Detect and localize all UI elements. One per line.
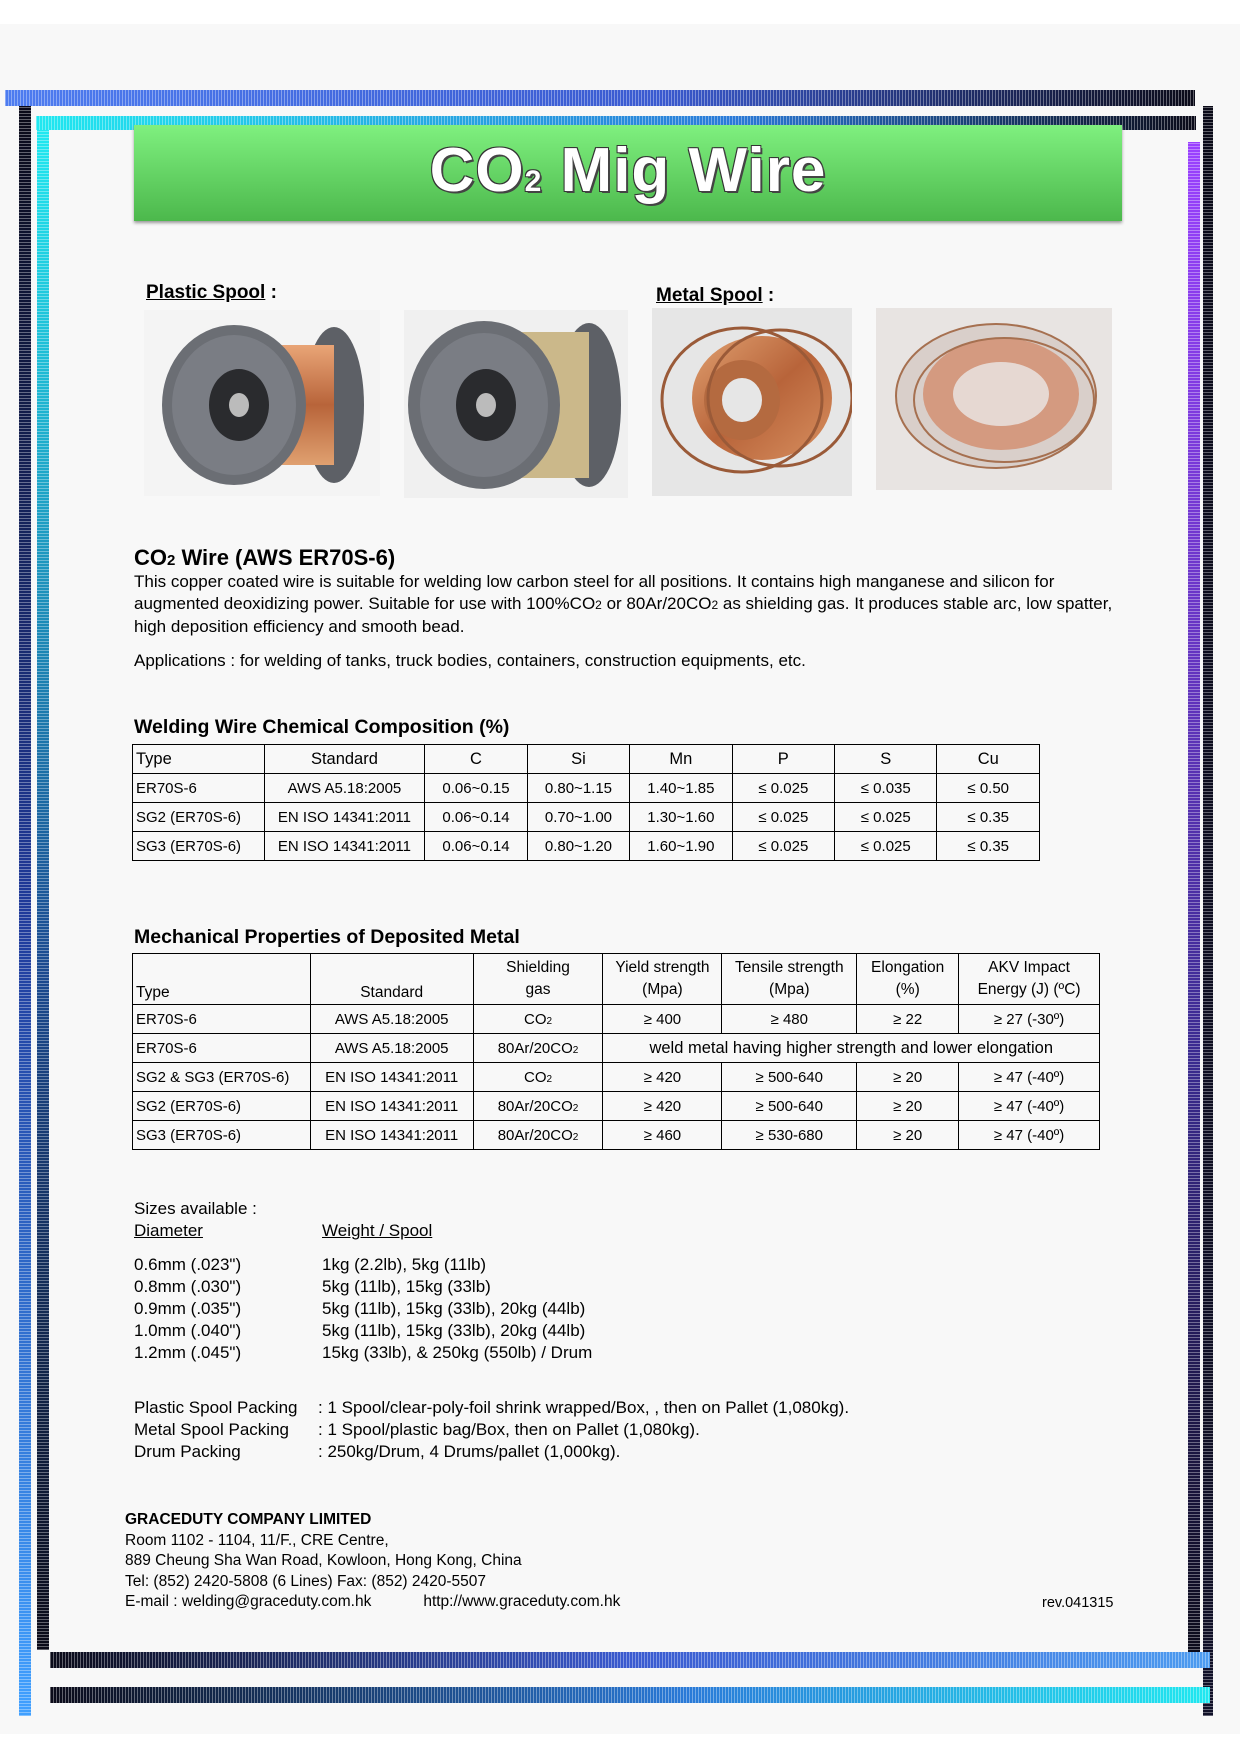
packing-labels [134,1397,297,1463]
decorative-frame-bar [37,130,49,1650]
table-cell: EN ISO 14341:2011 [264,832,425,861]
table-row [133,1092,1100,1121]
table-cell: ≥ 47 (-40º) [959,1121,1100,1150]
table-header-cell: Standard [310,954,473,1005]
table-cell: ≥ 20 [857,1092,959,1121]
table-cell: ≥ 400 [603,1005,722,1034]
list-item: 5kg (11lb), 15kg (33lb) [322,1277,491,1296]
table-cell-note: weld metal having higher strength and lower elongation [603,1034,1100,1063]
packing-value: : 1 Spool/clear-poly-foil shrink wrapped/Box, , then on Pallet (1,080kg). [318,1398,850,1417]
table-cell: 1.40~1.85 [630,774,732,803]
packing-label: Drum Packing [134,1442,241,1461]
decorative-frame-bar [50,1687,1210,1703]
table-cell: EN ISO 14341:2011 [310,1092,473,1121]
table-header-cell: S [835,745,937,774]
table-cell: 1.30~1.60 [630,803,732,832]
table-cell: SG2 & SG3 (ER70S-6) [133,1063,311,1092]
list-item: 5kg (11lb), 15kg (33lb), 20kg (44lb) [322,1321,586,1340]
list-item: 1.2mm (.045") [134,1343,242,1362]
packing-label: Metal Spool Packing [134,1420,289,1439]
table-cell: ≤ 0.025 [835,832,937,861]
table-header-cell: P [732,745,834,774]
table-cell: CO2 [473,1005,603,1034]
table-header-cell: Elongation (%) [857,954,959,1005]
company-name: GRACEDUTY COMPANY LIMITED [125,1511,372,1528]
table-cell: EN ISO 14341:2011 [310,1121,473,1150]
list-item: 0.6mm (.023") [134,1255,242,1274]
table-cell: EN ISO 14341:2011 [264,803,425,832]
packing-value: : 1 Spool/plastic bag/Box, then on Pallet (1,080kg). [318,1420,700,1439]
table-row [133,1121,1100,1150]
table-cell: ≥ 27 (-30º) [959,1005,1100,1034]
company-phone: Tel: (852) 2420-5808 (6 Lines) Fax: (852) 2420-5507 [125,1572,487,1590]
table-header-cell: Si [527,745,629,774]
metal-spool-photo-2 [876,308,1112,490]
table-cell: ≤ 0.025 [732,774,834,803]
table-cell: ≥ 500-640 [722,1063,857,1092]
table-cell: ≥ 500-640 [722,1092,857,1121]
decorative-frame-bar [50,1652,1210,1668]
wire-heading: CO2 Wire (AWS ER70S-6) [134,545,396,570]
table-cell: ≤ 0.35 [937,832,1040,861]
table-header-row [133,745,1040,774]
table-cell: ≤ 0.025 [732,803,834,832]
table-cell: 0.80~1.20 [527,832,629,861]
decorative-frame-bar [5,90,1195,106]
table-header-cell: Standard [264,745,425,774]
chem-heading: Welding Wire Chemical Composition (%) [134,716,510,738]
table-cell: ≤ 0.025 [835,803,937,832]
table-cell: ≤ 0.035 [835,774,937,803]
table-cell: 80Ar/20CO2 [473,1034,603,1063]
table-header-cell: AKV Impact Energy (J) (ºC) [959,954,1100,1005]
table-cell: ≥ 530-680 [722,1121,857,1150]
table-cell: EN ISO 14341:2011 [310,1063,473,1092]
sizes-weight-list [322,1254,592,1364]
table-cell: 80Ar/20CO2 [473,1092,603,1121]
plastic-spool-photo-1 [144,310,380,496]
table-cell: 0.06~0.15 [425,774,527,803]
table-cell: 0.06~0.14 [425,832,527,861]
table-cell: ≤ 0.50 [937,774,1040,803]
mech-table [132,953,1100,1150]
company-website-link[interactable]: http://www.graceduty.com.hk [423,1593,621,1610]
list-item: 15kg (33lb), & 250kg (550lb) / Drum [322,1343,593,1362]
table-header-cell: Cu [937,745,1040,774]
table-cell: ≥ 20 [857,1121,959,1150]
table-cell: ≥ 420 [603,1092,722,1121]
title-banner [134,125,1122,221]
metal-spool-label: Metal Spool : [656,285,775,306]
table-header-cell: C [425,745,527,774]
table-cell: CO2 [473,1063,603,1092]
weight-header: Weight / Spool [322,1221,433,1240]
table-cell: ≥ 47 (-40º) [959,1092,1100,1121]
mech-heading: Mechanical Properties of Deposited Metal [134,926,520,948]
wire-description: This copper coated wire is suitable for welding low carbon steel for all positions. It contains high manganese and silicon for augmented deoxidizing power. Suitable for use with 100%CO2 or 80Ar/20CO2 as shielding gas. It produces stable arc, low spatter, high deposition efficiency and smooth bead. [134,572,1113,636]
table-row [133,1005,1100,1034]
packing-values [318,1397,849,1463]
company-address-1: Room 1102 - 1104, 11/F., CRE Centre, [125,1531,389,1549]
table-cell: ≥ 20 [857,1063,959,1092]
table-cell: 0.06~0.14 [425,803,527,832]
page-title: CO2 Mig Wire [429,136,827,205]
page [0,24,1240,1734]
table-cell: ER70S-6 [133,774,265,803]
table-cell: ≥ 460 [603,1121,722,1150]
table-header-cell: Yield strength (Mpa) [603,954,722,1005]
table-header-cell: Type [133,954,311,1005]
list-item: 0.8mm (.030") [134,1277,242,1296]
table-cell: SG2 (ER70S-6) [133,803,265,832]
revision-code: rev.041315 [1042,1595,1114,1611]
list-item: 0.9mm (.035") [134,1299,242,1318]
plastic-spool-photo-2 [404,310,628,498]
table-row [133,1034,1100,1063]
table-cell: ≥ 22 [857,1005,959,1034]
list-item: 5kg (11lb), 15kg (33lb), 20kg (44lb) [322,1299,586,1318]
sizes-diameter-list [134,1254,241,1364]
table-cell: ≥ 480 [722,1005,857,1034]
table-cell: 0.80~1.15 [527,774,629,803]
packing-label: Plastic Spool Packing [134,1398,298,1417]
company-address-2: 889 Cheung Sha Wan Road, Kowloon, Hong Kong, China [125,1552,522,1569]
company-info [125,1510,620,1613]
applications-text: Applications : for welding of tanks, truck bodies, containers, construction equipments, etc. [134,651,806,670]
table-cell: ≤ 0.025 [732,832,834,861]
table-cell: SG3 (ER70S-6) [133,1121,311,1150]
table-cell: ≥ 47 (-40º) [959,1063,1100,1092]
decorative-frame-bar [19,106,31,1716]
table-cell: AWS A5.18:2005 [264,774,425,803]
table-cell: ≥ 420 [603,1063,722,1092]
decorative-frame-bar [1188,142,1200,1662]
table-cell: AWS A5.18:2005 [310,1034,473,1063]
table-cell: ER70S-6 [133,1034,311,1063]
table-header-cell: Mn [630,745,732,774]
table-cell: AWS A5.18:2005 [310,1005,473,1034]
list-item: 1.0mm (.040") [134,1321,242,1340]
table-header-row [133,954,1100,1005]
packing-value: : 250kg/Drum, 4 Drums/pallet (1,000kg). [318,1442,621,1461]
table-cell: SG3 (ER70S-6) [133,832,265,861]
diameter-header: Diameter [134,1221,203,1240]
table-cell: ER70S-6 [133,1005,311,1034]
sizes-title: Sizes available : [134,1199,257,1218]
table-header-cell: Tensile strength (Mpa) [722,954,857,1005]
table-header-cell: Shielding gas [473,954,603,1005]
table-cell: 0.70~1.00 [527,803,629,832]
table-cell: 80Ar/20CO2 [473,1121,603,1150]
company-email[interactable]: E-mail : welding@graceduty.com.hk [125,1593,372,1610]
decorative-frame-bar [1203,106,1213,1716]
table-header-cell: Type [133,745,265,774]
metal-spool-photo-1 [652,308,852,496]
chem-table [132,744,1040,861]
list-item: 1kg (2.2lb), 5kg (11lb) [322,1255,487,1274]
table-row [133,832,1040,861]
table-row [133,803,1040,832]
table-row [133,1063,1100,1092]
table-row [133,774,1040,803]
table-cell: 1.60~1.90 [630,832,732,861]
plastic-spool-label: Plastic Spool : [146,282,277,303]
table-cell: ≤ 0.35 [937,803,1040,832]
table-cell: SG2 (ER70S-6) [133,1092,311,1121]
